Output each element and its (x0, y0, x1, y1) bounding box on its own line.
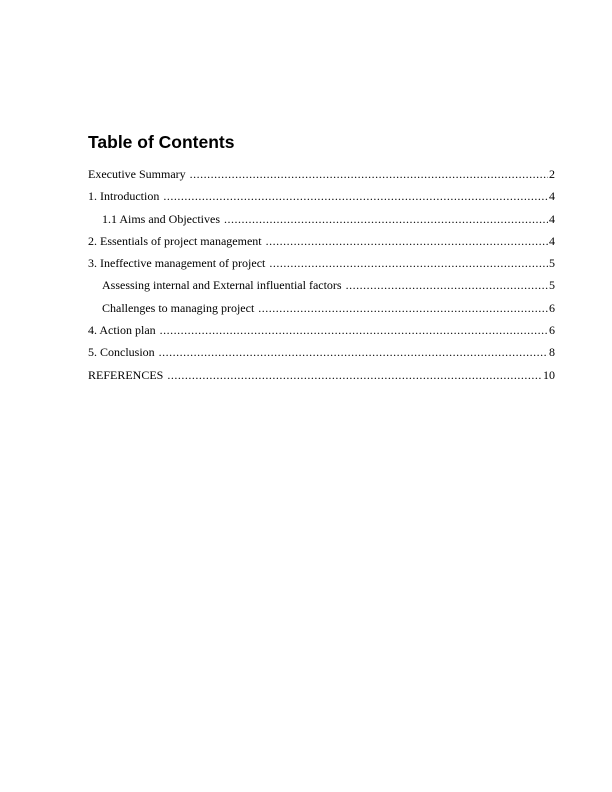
toc-entry-conclusion[interactable] (88, 345, 555, 367)
toc-entry-page: 10 (543, 367, 555, 382)
toc-entry-label: 3. Ineffective management of project (88, 256, 266, 271)
toc-dot-leader (224, 212, 548, 226)
toc-entry-page: 2 (549, 167, 555, 181)
toc-entry-label: Challenges to managing project (102, 300, 255, 315)
toc-entry-executive-summary[interactable] (88, 167, 555, 189)
toc-dot-leader (266, 234, 548, 248)
toc-entry-page: 6 (549, 323, 555, 338)
toc-entry-page: 5 (549, 278, 555, 293)
toc-entry-action-plan[interactable] (88, 323, 555, 345)
toc-entry-page: 6 (549, 300, 555, 315)
toc-dot-leader (163, 189, 548, 203)
toc-entry-label: 2. Essentials of project management (88, 233, 262, 248)
toc-dot-leader (346, 278, 548, 292)
toc-dot-leader (269, 256, 548, 270)
toc-dot-leader (160, 323, 548, 337)
toc-entry-introduction[interactable] (88, 189, 555, 211)
toc-entry-label: 4. Action plan (88, 323, 156, 338)
toc-dot-leader (190, 167, 548, 181)
toc-entry-aims-and-objectives[interactable] (88, 212, 555, 234)
toc-entry-page: 4 (549, 189, 555, 204)
toc-dot-leader (159, 345, 548, 359)
toc-entry-essentials-of-project-management[interactable] (88, 234, 555, 256)
toc-entry-label: REFERENCES (88, 367, 164, 382)
toc-entry-label: 5. Conclusion (88, 345, 155, 360)
toc-entry-page: 8 (549, 345, 555, 360)
toc-entry-page: 5 (549, 256, 555, 271)
toc-entry-label: Executive Summary (88, 167, 186, 181)
toc-dot-leader (167, 368, 542, 382)
toc-dot-leader (258, 301, 548, 315)
toc-entry-page: 4 (549, 233, 555, 248)
toc-entry-references[interactable] (88, 368, 555, 390)
toc-entry-label: 1. Introduction (88, 189, 160, 204)
toc-entry-ineffective-management[interactable] (88, 256, 555, 278)
toc-title: Table of Contents (88, 132, 235, 152)
toc-entry-challenges[interactable] (88, 301, 555, 323)
toc-entry-label: 1.1 Aims and Objectives (102, 211, 220, 226)
toc-entry-label: Assessing internal and External influential factors (102, 278, 342, 293)
toc-entry-page: 4 (549, 211, 555, 226)
toc-list (88, 167, 555, 390)
toc-entry-assessing-factors[interactable] (88, 278, 555, 300)
